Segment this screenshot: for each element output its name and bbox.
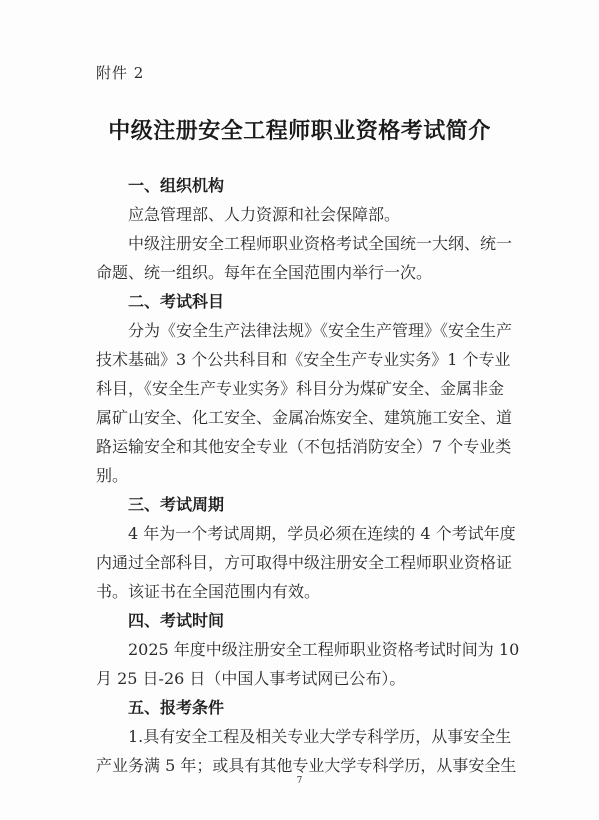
paragraph (96, 200, 528, 229)
section-heading: 三、考试周期 (128, 495, 225, 514)
paragraph (96, 635, 528, 693)
paragraph (96, 519, 528, 606)
section-heading: 五、报考条件 (128, 698, 225, 717)
text-line: 月 25 日-26 日（中国人事考试网已公布）。 (96, 669, 406, 688)
document-body (96, 171, 528, 780)
text-line: 4 年为一个考试周期，学员必须在连续的 4 个考试年度 (128, 524, 516, 543)
page-number: 7 (296, 776, 303, 786)
text-line: 分为《安全生产法律法规》《安全生产管理》《安全生产 (128, 321, 513, 340)
section-heading: 二、考试科目 (128, 292, 225, 311)
section-heading: 一、组织机构 (128, 176, 225, 195)
text-line: 别。 (96, 466, 129, 485)
document-title: 中级注册安全工程师职业资格考试简介 (108, 118, 491, 144)
paragraph (96, 316, 528, 490)
text-line: 路运输安全和其他安全专业（不包括消防安全）7 个专业类 (96, 437, 512, 456)
text-line: 内通过全部科目，方可取得中级注册安全工程师职业资格证 (96, 553, 513, 572)
text-line: 应急管理部、人力资源和社会保障部。 (128, 205, 401, 224)
text-line: 科目，《安全生产专业实务》科目分为煤矿安全、金属非金 (96, 379, 505, 398)
text-line: 中级注册安全工程师职业资格考试全国统一大纲、统一 (128, 234, 513, 253)
text-line: 技术基础》3 个公共科目和《安全生产专业实务》1 个专业 (96, 350, 511, 369)
section-heading: 四、考试时间 (128, 611, 225, 630)
text-line: 1.具有安全工程及相关专业大学专科学历，从事安全生 (128, 727, 512, 746)
paragraph (96, 722, 528, 780)
text-line: 命题、统一组织。每年在全国范围内举行一次。 (96, 263, 433, 282)
attachment-label: 附件 2 (96, 64, 145, 82)
paragraph (96, 229, 528, 287)
text-line: 2025 年度中级注册安全工程师职业资格考试时间为 10 (128, 640, 520, 659)
text-line: 属矿山安全、化工安全、金属冶炼安全、建筑施工安全、道 (96, 408, 513, 427)
text-line: 书。该证书在全国范围内有效。 (96, 582, 321, 601)
text-line: 产业务满 5 年；或具有其他专业大学专科学历，从事安全生 (96, 756, 517, 775)
